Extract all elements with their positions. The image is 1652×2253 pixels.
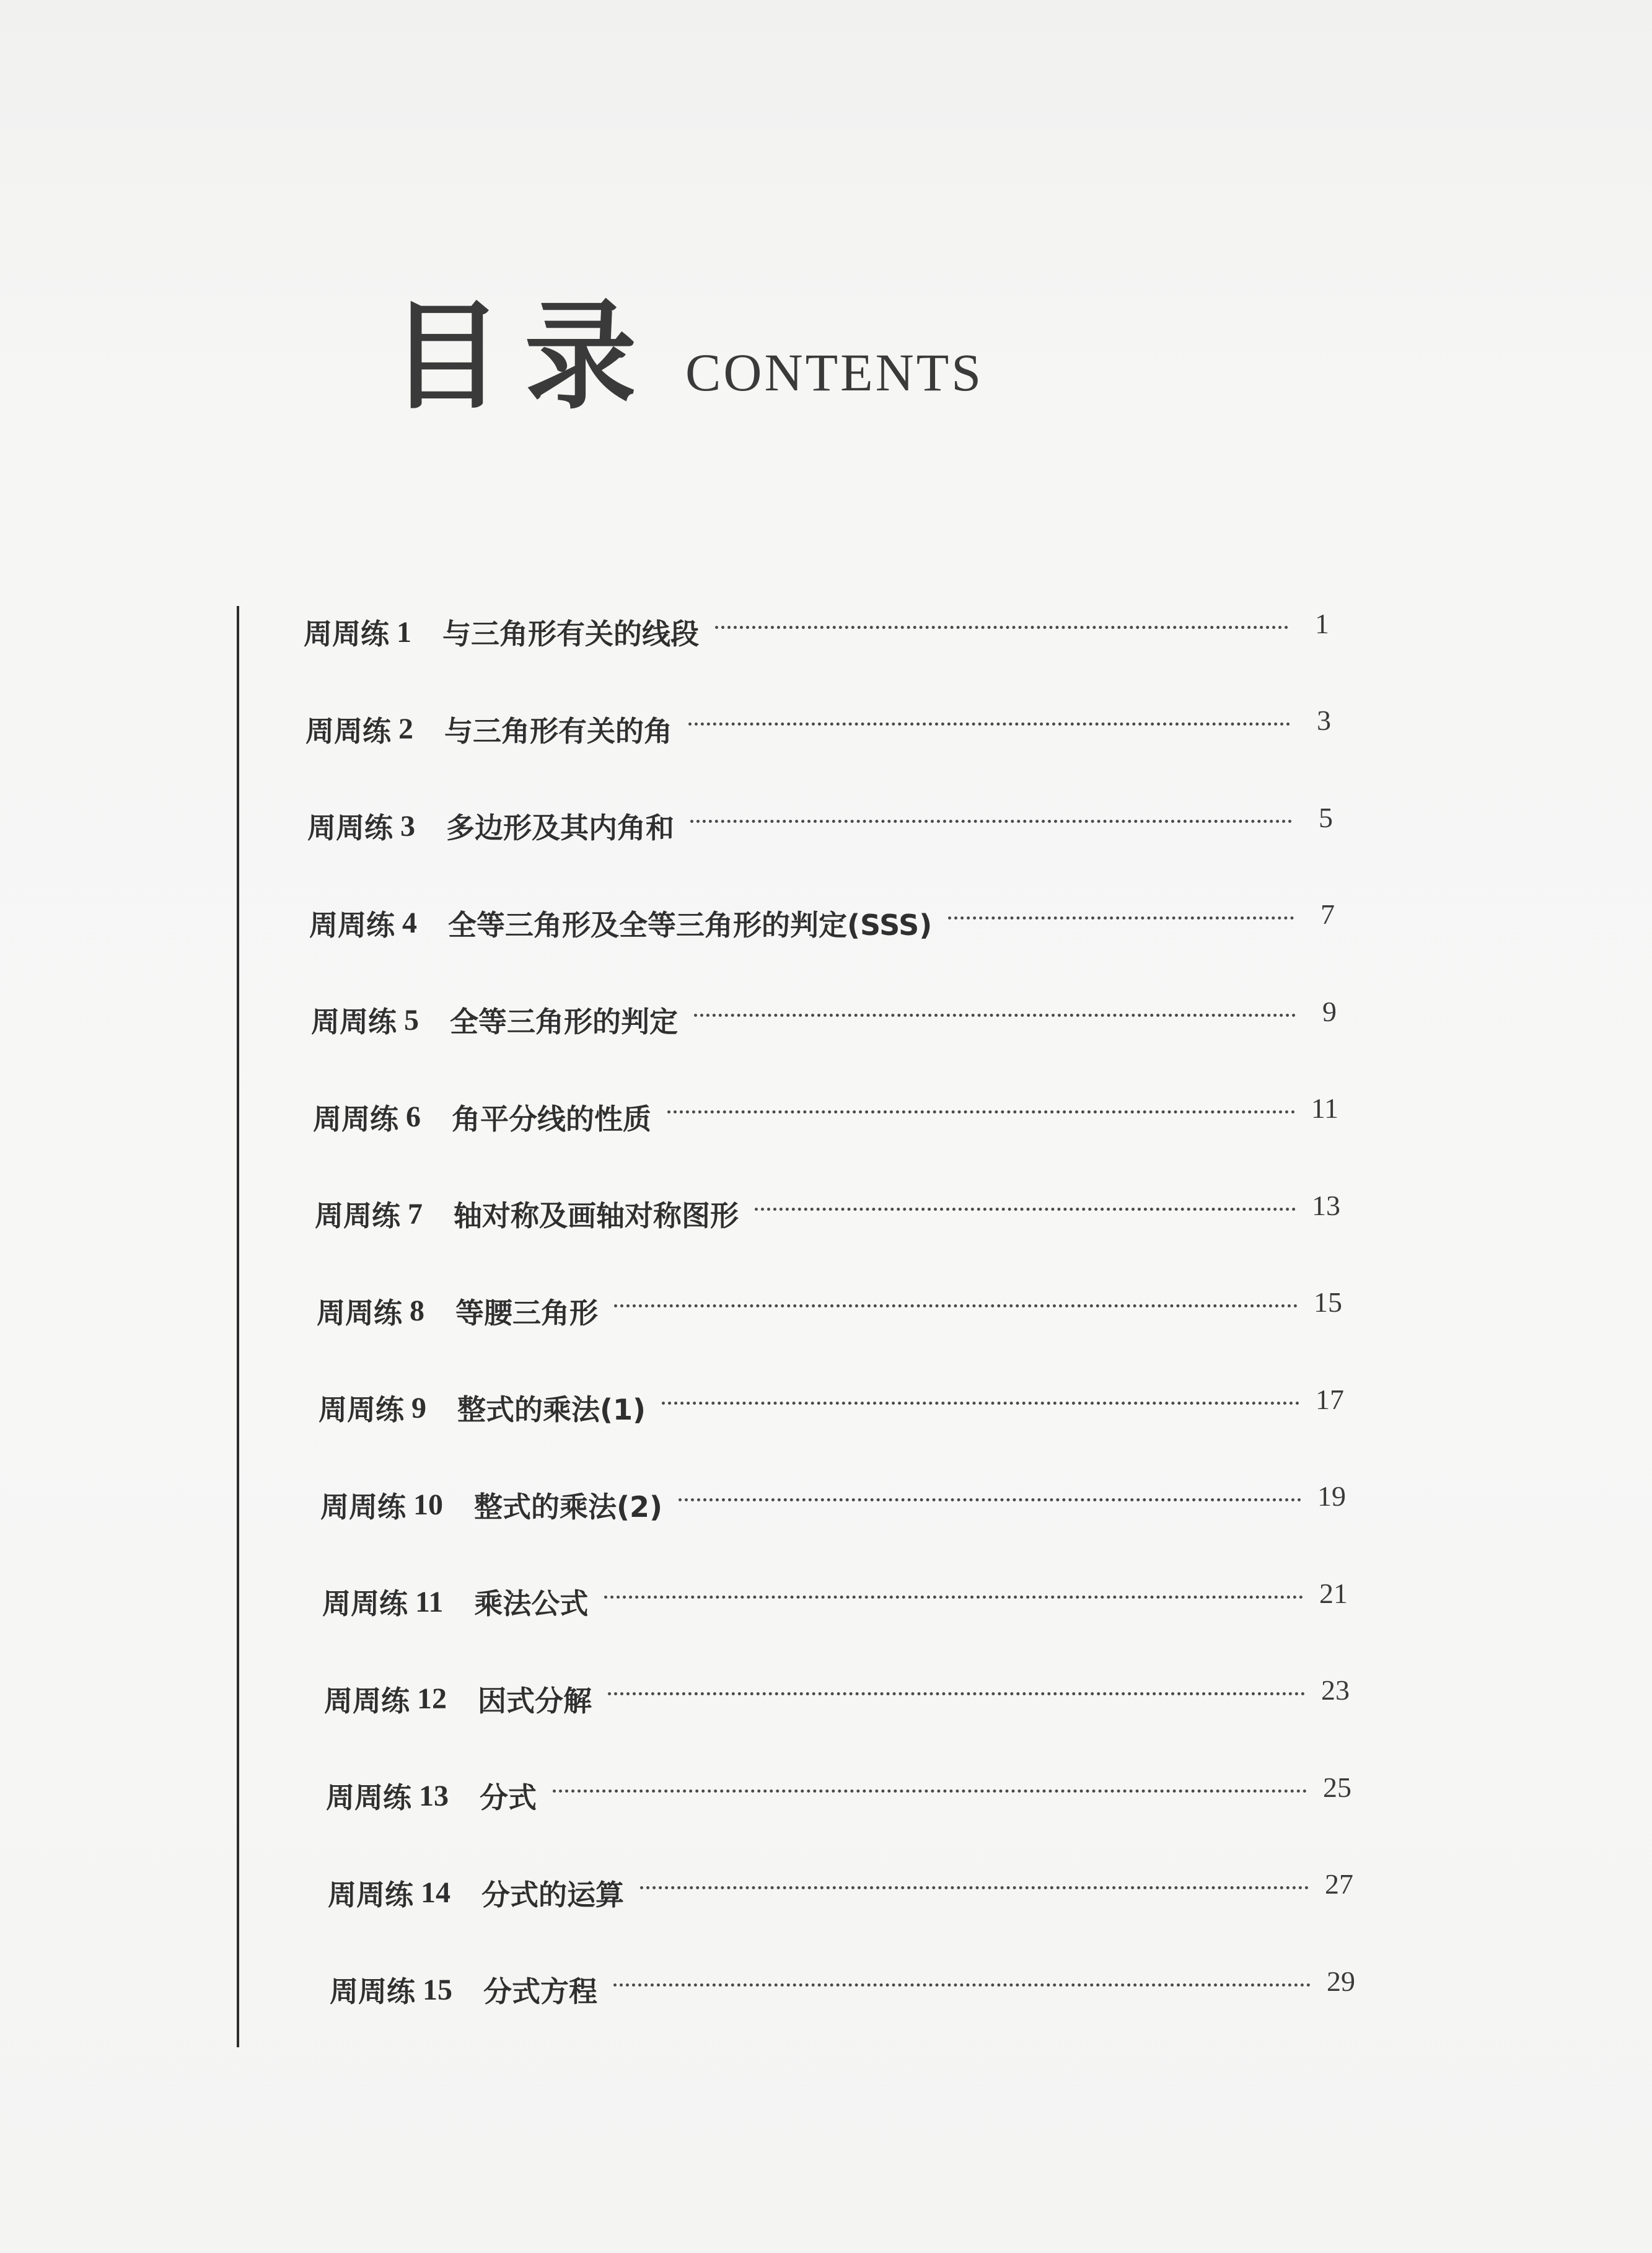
- toc-entry-title: 与三角形有关的线段: [442, 617, 699, 651]
- title-chinese: 目录: [390, 287, 659, 425]
- toc-entry[interactable]: [328, 1868, 1353, 1918]
- dot-leader: [613, 1983, 1311, 1987]
- toc-entry-label: 周周练: [311, 1005, 397, 1039]
- toc-entry-number: 13: [419, 1779, 449, 1812]
- dot-leader: [715, 626, 1288, 629]
- toc-entry-label: 周周练: [319, 1393, 404, 1426]
- toc-entry-page-number: 5: [1319, 801, 1333, 833]
- toc-entry[interactable]: [311, 995, 1337, 1045]
- toc-entry-title: 乘法公式: [474, 1587, 589, 1620]
- dot-leader: [688, 722, 1290, 726]
- toc-entry-number: 11: [415, 1585, 444, 1618]
- toc-entry-number: 15: [423, 1973, 452, 2006]
- toc-entry-page-number: 29: [1327, 1965, 1355, 1997]
- toc-entry[interactable]: [330, 1965, 1355, 2014]
- toc-entry-page-number: 13: [1312, 1189, 1340, 1221]
- toc-entry-title: 整式的乘法(1): [457, 1393, 646, 1426]
- toc-entry-title: 全等三角形及全等三角形的判定(SSS): [448, 908, 933, 942]
- toc-entry[interactable]: [315, 1189, 1340, 1239]
- toc-entry-title: 全等三角形的判定: [450, 1005, 678, 1039]
- toc-entry-page-number: 19: [1317, 1480, 1346, 1512]
- toc-entry-title: 与三角形有关的角: [444, 714, 672, 748]
- toc-entry[interactable]: [324, 1674, 1350, 1724]
- toc-entry-label: 周周练: [304, 617, 389, 651]
- toc-entry[interactable]: [322, 1577, 1348, 1627]
- toc-entry-number: 14: [421, 1876, 450, 1909]
- toc-entry-title: 因式分解: [478, 1684, 592, 1718]
- dot-leader: [604, 1596, 1303, 1599]
- toc-entry-page-number: 23: [1321, 1674, 1350, 1706]
- toc-entry-title: 轴对称及画轴对称图形: [454, 1199, 739, 1232]
- toc-entry-page-number: 11: [1311, 1092, 1338, 1124]
- toc-entry-label: 周周练: [330, 1975, 415, 2008]
- toc-entry-number: 10: [413, 1488, 443, 1521]
- toc-entry-label: 周周练: [322, 1587, 408, 1620]
- toc-entry-label: 周周练: [315, 1199, 400, 1232]
- toc-entry[interactable]: [309, 898, 1335, 948]
- toc-entry-label: 周周练: [309, 908, 395, 942]
- toc-entry-label: 周周练: [305, 714, 391, 748]
- toc-entry-page-number: 15: [1314, 1286, 1342, 1318]
- dot-leader: [608, 1692, 1305, 1695]
- toc-entry[interactable]: [320, 1480, 1346, 1530]
- toc-entry-label: 周周练: [313, 1102, 398, 1136]
- toc-entry-number: 5: [404, 1003, 419, 1037]
- dot-leader: [679, 1498, 1301, 1501]
- toc-entry-number: 2: [398, 713, 413, 745]
- toc-entry-number: 6: [406, 1100, 421, 1133]
- toc-entry-title: 角平分线的性质: [452, 1102, 651, 1136]
- toc-entry-label: 周周练: [320, 1490, 406, 1524]
- toc-entry-number: 12: [417, 1682, 447, 1715]
- toc-entry-title: 多边形及其内角和: [446, 811, 674, 845]
- toc-entry[interactable]: [319, 1383, 1344, 1433]
- toc-entry-page-number: 3: [1317, 705, 1331, 736]
- dot-leader: [694, 1014, 1296, 1017]
- toc-entry-page-number: 25: [1323, 1771, 1351, 1803]
- toc-entry[interactable]: [317, 1286, 1342, 1336]
- toc-entry[interactable]: [326, 1771, 1351, 1820]
- dot-leader: [662, 1402, 1299, 1405]
- toc-entry[interactable]: [307, 801, 1333, 851]
- toc-entry[interactable]: [313, 1092, 1338, 1142]
- toc-entry-title: 分式: [480, 1781, 537, 1814]
- toc-entry-page-number: 27: [1325, 1868, 1353, 1900]
- dot-leader: [690, 820, 1292, 823]
- toc-entry-number: 1: [397, 615, 411, 649]
- toc-entry-label: 周周练: [326, 1781, 411, 1814]
- dot-leader: [667, 1110, 1295, 1113]
- toc-entry-number: 9: [411, 1391, 426, 1425]
- toc-entry-label: 周周练: [324, 1684, 410, 1718]
- toc-entry-page-number: 21: [1319, 1577, 1348, 1609]
- toc-entry-number: 7: [408, 1197, 423, 1231]
- toc-entry-label: 周周练: [307, 811, 393, 845]
- toc-entry-number: 4: [402, 907, 417, 939]
- toc-entry-title: 分式方程: [483, 1975, 597, 2008]
- dot-leader: [614, 1304, 1298, 1307]
- dot-leader: [553, 1790, 1307, 1793]
- toc-entry[interactable]: [304, 607, 1329, 657]
- toc-entry-page-number: 1: [1315, 607, 1329, 639]
- dot-leader: [948, 916, 1294, 920]
- toc-entry-title: 分式的运算: [481, 1878, 624, 1912]
- toc-entry-label: 周周练: [328, 1878, 413, 1912]
- toc-entry-page-number: 17: [1316, 1383, 1344, 1415]
- toc-entry-page-number: 7: [1320, 898, 1335, 930]
- title-english: CONTENTS: [685, 343, 984, 402]
- toc-entry-number: 3: [400, 809, 415, 843]
- toc-entry-title: 等腰三角形: [455, 1296, 598, 1330]
- toc-entry-label: 周周练: [317, 1296, 402, 1330]
- toc-entry-page-number: 9: [1322, 995, 1337, 1027]
- toc-entry[interactable]: [305, 705, 1331, 754]
- toc-entry-number: 8: [410, 1294, 424, 1327]
- toc-entry-title: 整式的乘法(2): [474, 1490, 663, 1524]
- dot-leader: [755, 1208, 1296, 1211]
- dot-leader: [640, 1886, 1309, 1889]
